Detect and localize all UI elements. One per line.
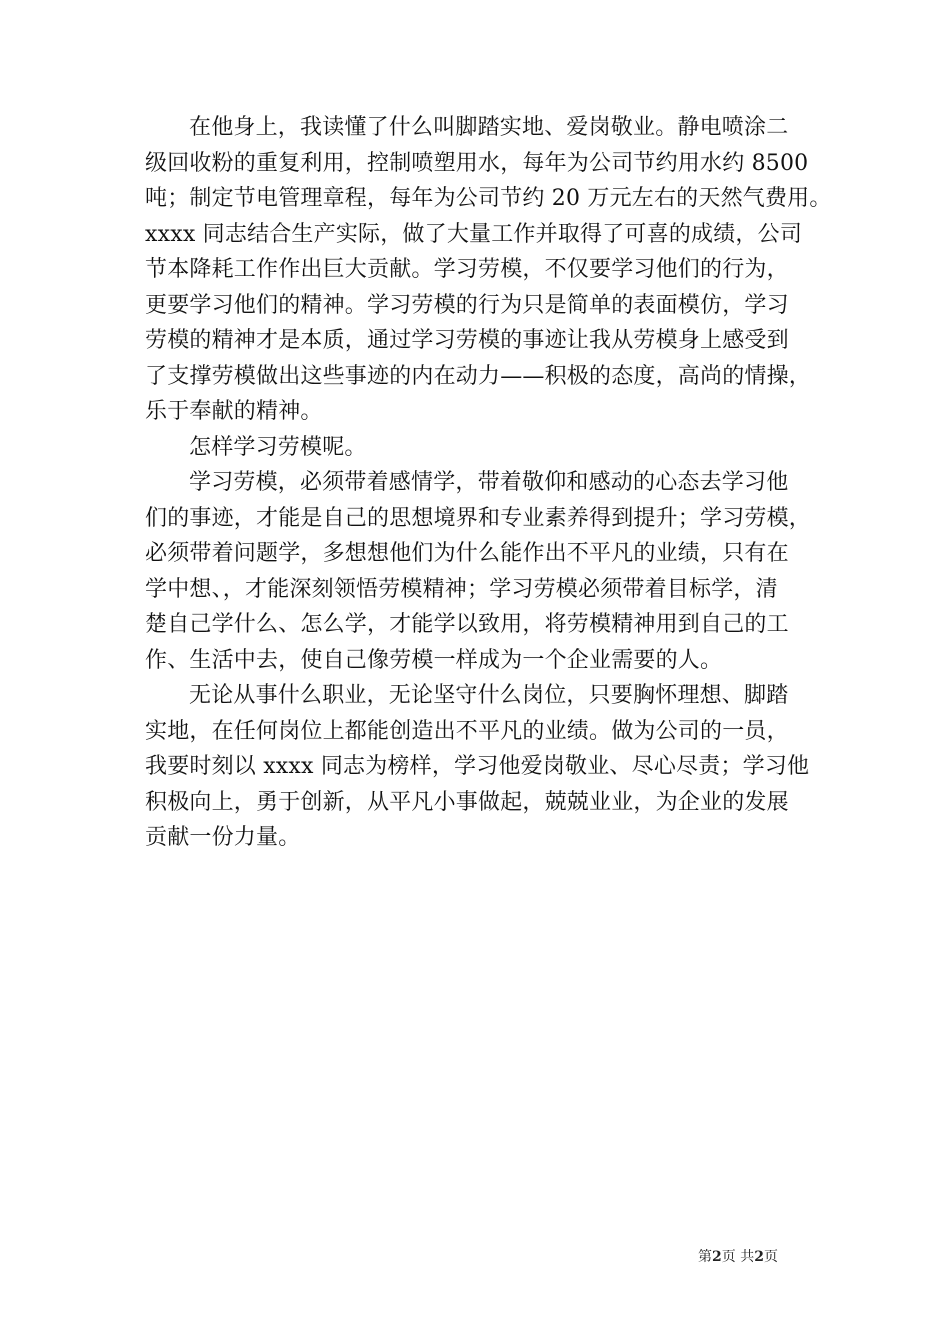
text-line: xxxx 同志结合生产实际，做了大量工作并取得了可喜的成绩，公司 (145, 221, 803, 247)
text-line: 级回收粉的重复利用，控制喷塑用水，每年为公司节约用水约 8500 (145, 150, 809, 176)
text-line: 作、生活中去，使自己像劳模一样成为一个企业需要的人。 (145, 647, 723, 673)
text-line: 们的事迹，才能是自己的思想境界和专业素养得到提升；学习劳模， (145, 505, 812, 531)
document-body (145, 110, 832, 856)
page-number-footer (698, 1248, 778, 1266)
text-line: 必须带着问题学，多想想他们为什么能作出不平凡的业绩，只有在 (145, 541, 789, 566)
text-line: 学习劳模，必须带着感情学，带着敬仰和感动的心态去学习他 (189, 470, 789, 495)
text-line: 我要时刻以 xxxx 同志为榜样，学习他爱岗敬业、尽心尽责；学习他 (145, 754, 810, 779)
text-line: 乐于奉献的精神。 (145, 399, 323, 424)
text-line: 吨；制定节电管理章程，每年为公司节约 20 万元左右的天然气费用。 (145, 186, 832, 211)
text-line: 在他身上，我读懂了什么叫脚踏实地、爱岗敬业。静电喷涂二 (189, 115, 789, 140)
text-line: 节本降耗工作作出巨大贡献。学习劳模，不仅要学习他们的行为， (145, 257, 789, 282)
paragraph-1 (145, 110, 832, 430)
footer-prefix: 第 (698, 1249, 712, 1265)
text-line: 学中想、，才能深刻领悟劳模精神；学习劳模必须带着目标学，清 (145, 576, 778, 602)
text-line: 楚自己学什么、怎么学，才能学以致用，将劳模精神用到自己的工 (145, 612, 789, 637)
text-line: 怎样学习劳模呢。 (189, 434, 367, 460)
text-line: 实地，在任何岗位上都能创造出不平凡的业绩。做为公司的一员， (145, 718, 789, 744)
text-line: 了支撑劳模做出这些事迹的内在动力——积极的态度，高尚的情操， (145, 363, 812, 389)
paragraph-3 (145, 465, 815, 678)
footer-total-pages: 2 (754, 1249, 764, 1265)
text-line: 劳模的精神才是本质，通过学习劳模的事迹让我从劳模身上感受到 (145, 328, 789, 353)
paragraph-4 (145, 678, 815, 856)
paragraph-2 (145, 430, 815, 466)
footer-suffix: 页 (763, 1249, 778, 1265)
text-line: 无论从事什么职业，无论坚守什么岗位，只要胸怀理想、脚踏 (189, 683, 789, 708)
footer-current-page: 2 (712, 1249, 722, 1265)
text-line: 更要学习他们的精神。学习劳模的行为只是简单的表面模仿，学习 (145, 292, 789, 318)
text-line: 积极向上，勇于创新，从平凡小事做起，兢兢业业，为企业的发展 (145, 789, 789, 815)
text-line: 贡献一份力量。 (145, 825, 301, 850)
footer-middle: 页 共 (721, 1249, 755, 1265)
